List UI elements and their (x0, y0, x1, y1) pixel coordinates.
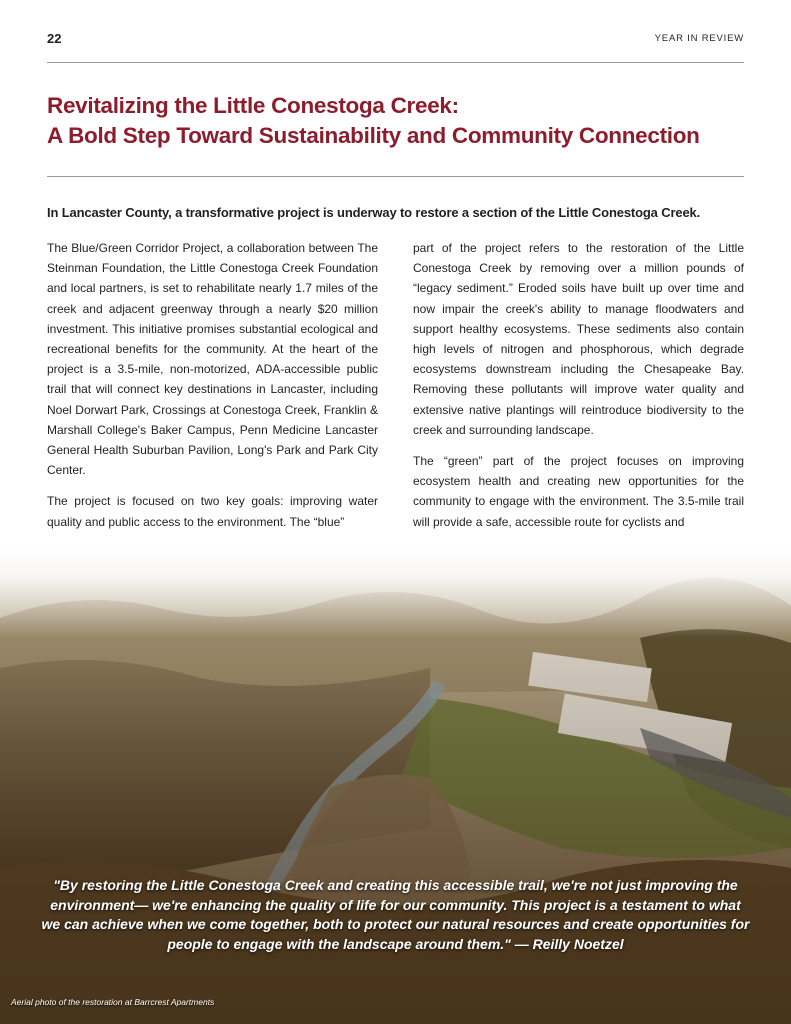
section-label: YEAR IN REVIEW (654, 33, 744, 44)
right-paragraph-1: part of the project refers to the restoration of the Little Conestoga Creek by removing over a million pounds of “legacy sediment.” Eroded soils have built up over time and now impair the creek's ability to manage floodwaters and support healthy ecosystems. These sediments also contain high levels of nitrogen and phosphorous, which degrade ecosystems downstream including the Chesapeake Bay. Removing these pollutants will improve water quality and extensive native plantings will reintroduce biodiversity to the creek and surrounding landscape. (413, 241, 744, 437)
pull-quote: "By restoring the Little Conestoga Creek and creating this accessible trail, we're not just improving the environment— we're enhancing the quality of life for our community. This project is a testament to what we can achieve when we come together, both to protect our natural resources and create opportunities for people to engage with the landscape around them." — Reilly Noetzel (41, 877, 750, 952)
left-column (47, 238, 378, 543)
title-rule (47, 176, 744, 177)
photo-top-fade (0, 548, 791, 638)
header-rule (47, 62, 744, 63)
article-intro: In Lancaster County, a transformative project is underway to restore a section of the Little Conestoga Creek. (47, 205, 701, 220)
right-paragraph-2: The “green” part of the project focuses on improving ecosystem health and creating new opportunities for the community to engage with the environment. The 3.5-mile trail will provide a safe, accessible route for cyclists and (413, 454, 744, 529)
article-title-line-2: A Bold Step Toward Sustainability and Community Connection (47, 123, 700, 148)
right-column (413, 238, 744, 543)
left-paragraph-1: The Blue/Green Corridor Project, a collaboration between The Steinman Foundation, the Little Conestoga Creek Foundation and local partners, is set to rehabilitate nearly 1.7 miles of the creek and adjacent greenway through a nearly $20 million investment. This initiative promises substantial ecological and recreational benefits for the community. At the heart of the project is a 3.5-mile, non-motorized, ADA-accessible public trail that will connect key destinations in Lancaster, including Noel Dorwart Park, Crossings at Conestoga Creek, Franklin & Marshall College's Baker Campus, Penn Medicine Lancaster General Health Suburban Pavilion, Long's Park and Park City Center. (47, 241, 378, 478)
left-paragraph-2: The project is focused on two key goals: improving water quality and public access to the environment. The “blue” (47, 494, 378, 529)
article-title-line-1: Revitalizing the Little Conestoga Creek: (47, 93, 459, 118)
article-title (47, 91, 757, 151)
photo-caption: Aerial photo of the restoration at Barrcrest Apartments (11, 997, 215, 1007)
page-number: 22 (47, 31, 62, 46)
